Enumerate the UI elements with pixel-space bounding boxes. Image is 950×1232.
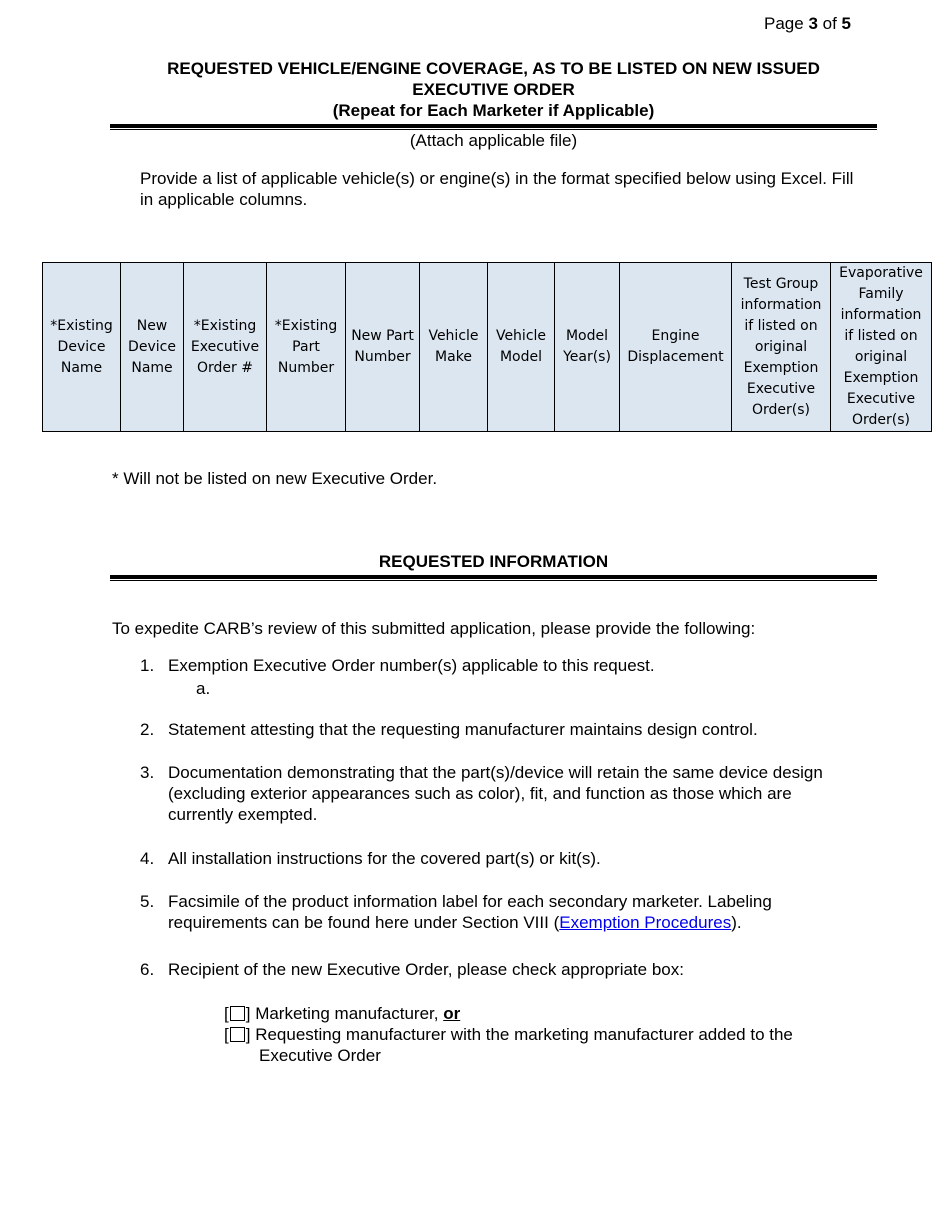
col-evaporative-family: Evaporative Family information if listed on original Exemption Executive Order(s) [831, 263, 932, 432]
exemption-procedures-link[interactable]: Exemption Procedures [559, 913, 732, 932]
table-header-row [43, 263, 932, 432]
list-item: 4. All installation instructions for the covered part(s) or kit(s). [140, 849, 601, 868]
col-existing-device-name: *Existing Device Name [43, 263, 121, 432]
list-item: 6. Recipient of the new Executive Order, please check appropriate box: [140, 960, 684, 979]
checkbox-marketing-manufacturer[interactable] [230, 1006, 245, 1021]
attach-note: (Attach applicable file) [409, 131, 578, 150]
sub-item-a: a. [196, 679, 211, 698]
coverage-table [42, 262, 932, 432]
title-line-2: EXECUTIVE ORDER [412, 80, 575, 99]
section-title-coverage [110, 58, 877, 121]
col-new-device-name: New Device Name [121, 263, 184, 432]
option-marketing-manufacturer: [ ] Marketing manufacturer, or [224, 1004, 461, 1023]
footnote: * Will not be listed on new Executive Order. [112, 469, 438, 488]
title-line-3: (Repeat for Each Marketer if Applicable) [332, 101, 655, 120]
intro-text: Provide a list of applicable vehicle(s) or engine(s) in the format specified below using Excel. Fill in applicable columns. [140, 169, 854, 209]
col-engine-displacement: Engine Displacement [620, 263, 732, 432]
col-new-part-number: New Part Number [346, 263, 420, 432]
option-requesting-manufacturer-cont: Executive Order [259, 1046, 381, 1065]
page-number: Page 3 of 5 [764, 14, 851, 33]
divider-double [110, 124, 877, 130]
list-item: 2. Statement attesting that the requesting manufacturer maintains design control. [140, 720, 758, 739]
title-line-1: REQUESTED VEHICLE/ENGINE COVERAGE, AS TO BE LISTED ON NEW ISSUED [167, 59, 820, 78]
list-item: 1. Exemption Executive Order number(s) applicable to this request. [140, 656, 655, 675]
list-item: 5. Facsimile of the product information label for each secondary marketer. Labeling requirements can be found here under Section VIII (Exemption Procedures). [140, 892, 772, 932]
checkbox-requesting-manufacturer[interactable] [230, 1027, 245, 1042]
col-vehicle-make: Vehicle Make [420, 263, 488, 432]
section-title-requested-info: REQUESTED INFORMATION [378, 552, 609, 571]
col-vehicle-model: Vehicle Model [488, 263, 555, 432]
page-total: 5 [841, 14, 851, 33]
col-existing-executive-order: *Existing Executive Order # [184, 263, 267, 432]
divider-double [110, 575, 877, 581]
option-requesting-manufacturer: [ ] Requesting manufacturer with the marketing manufacturer added to the [224, 1025, 793, 1044]
col-test-group: Test Group information if listed on original Exemption Executive Order(s) [732, 263, 831, 432]
page-current: 3 [808, 14, 818, 33]
list-item: 3. Documentation demonstrating that the part(s)/device will retain the same device design (excluding exterior appearances such as color), fit, and function as those which are currently exempted. [140, 763, 823, 824]
lead-text: To expedite CARB’s review of this submitted application, please provide the following: [112, 619, 756, 638]
col-existing-part-number: *Existing Part Number [267, 263, 346, 432]
recipient-options [224, 1003, 793, 1066]
col-model-years: Model Year(s) [555, 263, 620, 432]
